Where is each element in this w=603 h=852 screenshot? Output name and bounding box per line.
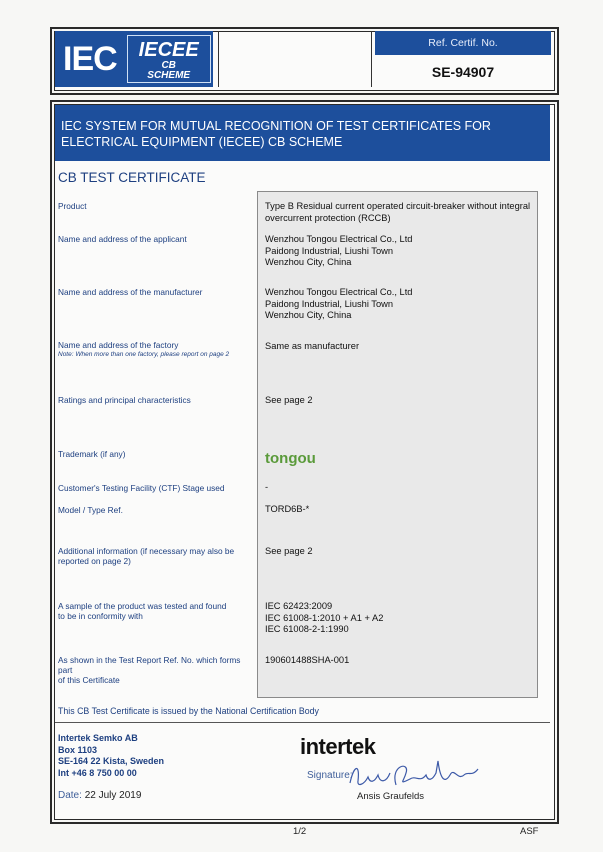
manufacturer-value — [265, 287, 533, 322]
lab-address — [58, 733, 164, 779]
ref-certif-number: SE-94907 — [431, 64, 495, 80]
lab-street-address: SE-164 22 Kista, Sweden — [58, 756, 165, 766]
applicant-value — [265, 234, 533, 269]
iecee-banner — [55, 105, 550, 161]
ctf-value: - — [265, 482, 269, 492]
sample-label-line-1: A sample of the product was tested and found — [58, 601, 227, 611]
manufacturer-line-1: Wenzhou Tongou Electrical Co., Ltd — [265, 287, 413, 297]
manufacturer-label: Name and address of the manufacturer — [58, 287, 203, 297]
sample-label — [58, 601, 256, 621]
model-value: TORD6B-* — [265, 504, 310, 514]
date-value: 22 July 2019 — [84, 790, 142, 801]
iec-iecee-logo — [55, 31, 213, 87]
factory-label — [58, 340, 256, 360]
issue-date — [58, 790, 141, 801]
additional-label — [58, 546, 256, 566]
additional-label-line-2: reported on page 2) — [58, 556, 131, 566]
applicant-line-3: Wenzhou City, China — [265, 257, 352, 267]
banner-line-2: ELECTRICAL EQUIPMENT (IECEE) CB SCHEME — [61, 135, 343, 149]
handwritten-signature — [340, 755, 490, 793]
iecee-cb-scheme-logo — [127, 35, 211, 83]
lab-phone: Int +46 8 750 00 00 — [58, 767, 137, 778]
date-label: Date: — [58, 790, 82, 801]
ref-certif-label: Ref. Certif. No. — [375, 31, 551, 55]
header-blank-cell — [218, 31, 372, 87]
factory-value: Same as manufacturer — [265, 341, 360, 351]
report-label — [58, 655, 256, 685]
standard-1: IEC 62423:2009 — [265, 601, 333, 611]
signature-label: Signature: — [307, 770, 353, 781]
issued-by-statement: This CB Test Certificate is issued by the National Certification Body — [58, 706, 319, 716]
tongou-logo — [264, 446, 324, 470]
additional-label-line-1: Additional information (if necessary may also be — [58, 546, 235, 556]
report-label-line-1: As shown in the Test Report Ref. No. which forms part — [58, 655, 241, 675]
applicant-line-1: Wenzhou Tongou Electrical Co., Ltd — [265, 234, 413, 244]
tongou-logo-text: tongou — [265, 450, 316, 467]
standard-2: IEC 61008-1:2010 + A1 + A2 — [265, 612, 384, 623]
iec-logo-text: IEC — [63, 39, 117, 78]
additional-value: See page 2 — [265, 546, 313, 556]
product-value-line-2: overcurrent protection (RCCB) — [265, 212, 391, 223]
footer-code: ASF — [520, 826, 539, 837]
manufacturer-line-3: Wenzhou City, China — [265, 310, 352, 320]
iecee-logo-text: IECEE — [138, 39, 199, 61]
factory-label-text: Name and address of the factory — [58, 340, 179, 350]
sample-label-line-2: to be in conformity with — [58, 611, 143, 621]
intertek-logo: intertek — [300, 734, 376, 759]
scheme-logo-text: SCHEME — [147, 70, 191, 81]
product-value-line-1: Type B Residual current operated circuit-breaker without integral — [265, 201, 531, 211]
lab-box: Box 1103 — [58, 744, 98, 755]
ctf-label: Customer's Testing Facility (CTF) Stage used — [58, 483, 225, 493]
standards-list — [265, 601, 533, 636]
standard-3: IEC 61008-2-1:1990 — [265, 624, 349, 634]
product-value — [265, 201, 533, 224]
banner-line-1: IEC SYSTEM FOR MUTUAL RECOGNITION OF TEST CERTIFICATES FOR — [61, 119, 491, 133]
page-number: 1/2 — [293, 826, 307, 837]
certificate-title: CB TEST CERTIFICATE — [58, 170, 206, 185]
trademark-label: Trademark (if any) — [58, 449, 126, 459]
lab-name: Intertek Semko AB — [58, 733, 138, 743]
cb-logo-text: CB — [161, 60, 176, 71]
model-label: Model / Type Ref. — [58, 505, 123, 515]
signer-name: Ansis Graufelds — [357, 791, 425, 802]
applicant-label: Name and address of the applicant — [58, 234, 187, 244]
ratings-value: See page 2 — [265, 395, 313, 405]
report-number: 190601488SHA-001 — [265, 655, 350, 665]
report-label-line-2: of this Certificate — [58, 675, 120, 685]
applicant-line-2: Paidong Industrial, Liushi Town — [265, 245, 393, 256]
manufacturer-line-2: Paidong Industrial, Liushi Town — [265, 298, 393, 309]
divider — [55, 722, 550, 723]
factory-note: Note: When more than one factory, please report on page 2 — [58, 351, 230, 358]
product-label: Product — [58, 201, 87, 211]
ratings-label: Ratings and principal characteristics — [58, 395, 191, 405]
